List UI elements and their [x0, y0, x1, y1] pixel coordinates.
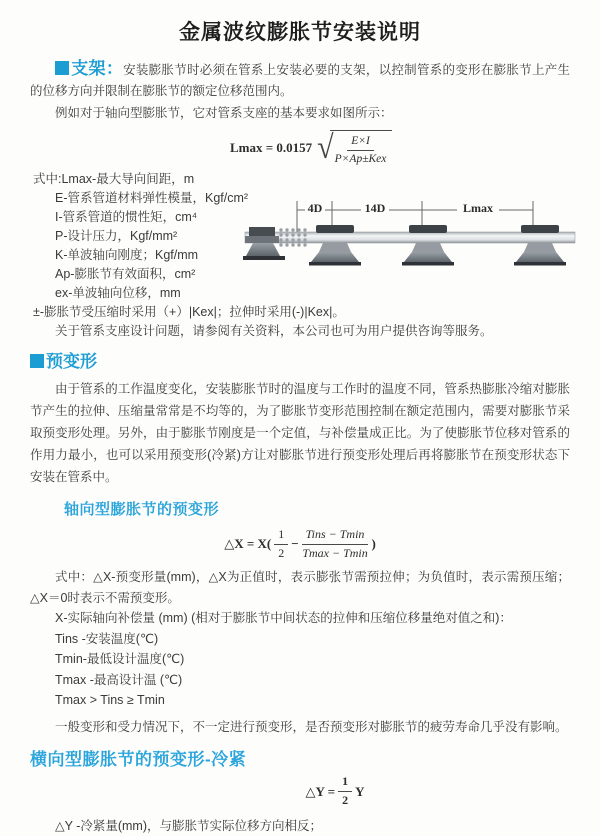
minus-sign: − [291, 536, 298, 552]
definition-line: ±-膨胀节受压缩时采用（+）|Kex|；拉伸时采用(-)|Kex|。 [30, 303, 570, 322]
formula-lhs: △X = X( [224, 536, 271, 552]
formula-rhs: Y [355, 784, 364, 800]
support-section-intro [30, 58, 570, 102]
preset-section-heading-row [30, 351, 570, 374]
support-example-line: 例如对于轴向型膨胀节，它对管系支座的基本要求如图所示： [30, 103, 570, 124]
fraction-numerator: 1 [274, 527, 288, 545]
axial-formula-explain: 式中：△X-预变形量(mm)，△X为正值时，表示膨张节需预拉伸；为负值时，表示需预压缩；△X＝0时表示不需预变形。 [30, 567, 570, 608]
support-intro-text: 安装膨胀节时必须在管系上安装必要的支架，以控制管系的变形在膨胀节上产生的位移方向并限制在膨胀节的额定位移范围内。 [30, 63, 570, 98]
one-half-fraction [274, 527, 288, 561]
fraction-numerator: 1 [338, 774, 352, 792]
lateral-preset-heading: 横向型膨胀节的预变形-冷紧 [30, 745, 570, 770]
temperature-fraction [302, 527, 369, 561]
fraction-numerator: Tins − Tmin [302, 527, 369, 545]
closing-paren: ) [371, 536, 375, 552]
saddle-support [309, 225, 361, 266]
definition-line: E-管系管道材料弹性模量，Kgf/cm² [30, 189, 570, 208]
saddle-support [402, 225, 454, 266]
support-section-heading: 支架： [71, 59, 123, 78]
fraction-denominator: Tmax − Tmin [302, 545, 367, 562]
pipe-support-diagram [243, 192, 595, 270]
axial-var-line: Tmin-最低设计温度(℃) [30, 649, 570, 670]
formula-lhs: △Y = [306, 784, 336, 800]
definition-line: 关于管系支座设计问题，请参阅有关资料，本公司也可为用户提供咨询等服务。 [30, 322, 570, 341]
preset-section-body: 由于管系的工作温度变化，安装膨胀节时的温度与工作时的温度不同，管系热膨胀冷缩对膨胀节产生的拉伸、压缩量常常是不均等的，为了膨胀节变形范围控制在额定范围内，需要对膨胀节采取预变形处理。另外，由于膨胀节刚度是一个定值，与补偿量成正比。为了使膨胀节位移对管系的作用力最小，也可以采用预变形(冷紧)方让对膨胀节进行预变形处理后再将膨胀节在预变形状态下安装在管系中。 [30, 378, 570, 488]
axial-preset-heading: 轴向型膨胀节的预变形 [64, 498, 570, 519]
definition-line: K-单波轴向刚度；Kgf/mm [30, 246, 570, 265]
axial-preset-explanation [30, 567, 570, 737]
definition-line: Ap-膨胀节有效面积，cm² [30, 265, 570, 284]
lateral-preset-formula [100, 776, 570, 808]
dimension-label-4d: 4D [308, 201, 323, 215]
axial-var-line: X-实际轴向补偿量 (mm) (相对于膨胀节中间状态的拉伸和压缩位移量绝对值之和)： [30, 608, 570, 629]
dimension-label-lmax: Lmax [463, 201, 493, 215]
saddle-support [514, 225, 566, 266]
axial-var-line: Tins -安装温度(℃) [30, 629, 570, 650]
axial-note-line: 一般变形和受力情况下，不一定进行预变形，是否预变形对膨胀节的疲劳寿命几乎没有影响。 [30, 717, 570, 737]
definition-line: P-设计压力，Kgf/mm² [30, 227, 570, 246]
formula-fraction [335, 134, 387, 167]
axial-preset-formula [30, 527, 570, 561]
fraction-numerator: E×I [347, 134, 374, 151]
dimension-label-14d: 14D [365, 201, 386, 215]
definition-line: I-管系管道的惯性矩，cm⁴ [30, 208, 570, 227]
fraction-denominator: P×Ap±Kex [335, 151, 387, 167]
radical-body [330, 130, 393, 167]
section-bullet-icon [30, 354, 44, 368]
definition-line: ex-单波轴向位移，mm [30, 284, 570, 303]
formula-lhs: Lmax = 0.0157 [230, 140, 312, 156]
guide-spacing-formula: Lmax = 0.0157 √ $\frac{E\times I}{\text{P×Ap±Kex}}$ [230, 131, 570, 165]
lateral-note-line: △Y -冷紧量(mm)，与膨胀节实际位移方向相反； [30, 816, 570, 836]
axial-var-line: Tmax > Tins ≥ Tmin [30, 690, 570, 711]
axial-var-line: Tmax -最高设计温 (℃) [30, 670, 570, 691]
pipe [245, 232, 575, 243]
one-half-fraction [338, 774, 352, 808]
preset-section-heading: 预变形 [46, 352, 97, 371]
section-bullet-icon [55, 61, 69, 75]
page-title: 金属波纹膨胀节安装说明 [30, 16, 570, 46]
fraction-denominator: 2 [278, 545, 284, 562]
definition-line: 式中:Lmax-最大导向间距，m [30, 170, 570, 189]
fraction-denominator: 2 [342, 792, 348, 809]
